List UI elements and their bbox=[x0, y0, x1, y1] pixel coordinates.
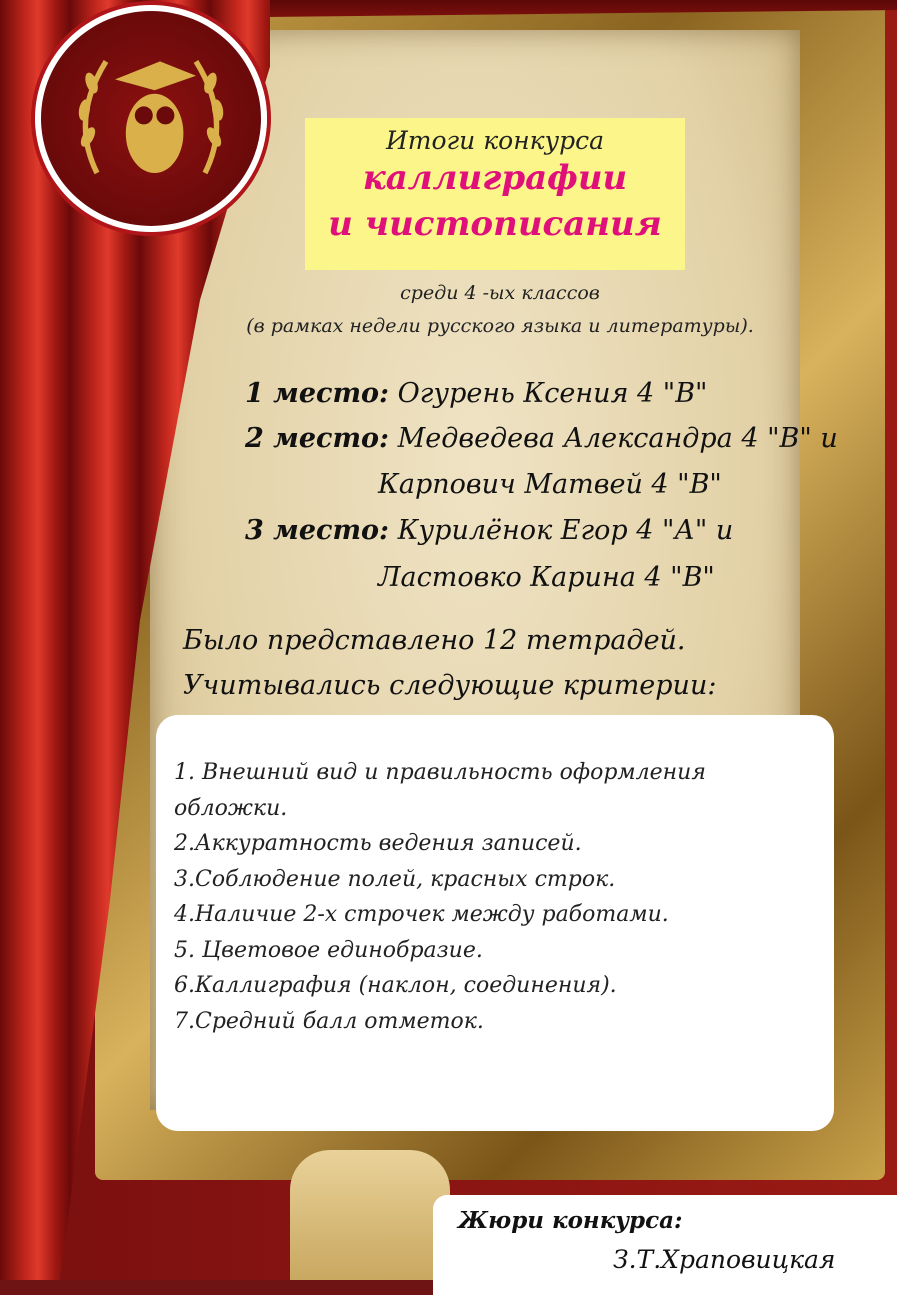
title-box bbox=[305, 118, 685, 270]
criteria-item: 7.Средний балл отметок. bbox=[174, 1008, 484, 1034]
scroll-decoration bbox=[290, 1150, 450, 1280]
criteria-heading: Учитывались следующие критерии: bbox=[183, 670, 717, 701]
criteria-item: 2.Аккуратность ведения записей. bbox=[174, 831, 582, 856]
result-third bbox=[245, 515, 733, 546]
criteria-item: 3.Соблюдение полей, красных строк. bbox=[174, 866, 616, 892]
criteria-item: 4.Наличие 2-х строчек между работами. bbox=[174, 902, 669, 927]
subtitle-classes: среди 4 -ых классов bbox=[400, 282, 600, 304]
result-second bbox=[245, 423, 838, 454]
title-line-1: Итоги конкурса bbox=[385, 126, 605, 155]
criteria-box bbox=[156, 715, 834, 1131]
winner-name: Медведева Александра 4 "В" и bbox=[397, 423, 838, 454]
place-label: 3 место: bbox=[245, 515, 390, 546]
winner-name: Огурень Ксения 4 "В" bbox=[397, 378, 708, 409]
jury-name: З.Т.Храповицкая bbox=[613, 1245, 836, 1274]
winner-name: Карпович Матвей 4 "В" bbox=[378, 469, 722, 500]
owl-icon bbox=[61, 29, 241, 209]
owl-laurel-logo bbox=[35, 5, 267, 232]
result-first bbox=[245, 378, 707, 409]
criteria-item: обложки. bbox=[174, 795, 288, 821]
jury-label: Жюри конкурса: bbox=[458, 1207, 683, 1234]
criteria-item: 6.Каллиграфия (наклон, соединения). bbox=[174, 973, 617, 998]
place-label: 1 место: bbox=[245, 378, 390, 409]
criteria-item: 1. Внешний вид и правильность оформления bbox=[174, 760, 706, 785]
title-line-3: и чистописания bbox=[328, 204, 662, 244]
subtitle-week: (в рамках недели русского языка и литературы). bbox=[246, 315, 754, 337]
title-line-2: каллиграфии bbox=[362, 158, 628, 198]
winner-name: Ластовко Карина 4 "В" bbox=[378, 562, 715, 593]
jury-box bbox=[433, 1195, 897, 1295]
winner-name: Курилёнок Егор 4 "А" и bbox=[397, 515, 734, 546]
criteria-item: 5. Цветовое единобразие. bbox=[174, 937, 483, 963]
notebooks-count: Было представлено 12 тетрадей. bbox=[183, 625, 686, 656]
place-label: 2 место: bbox=[245, 423, 390, 454]
